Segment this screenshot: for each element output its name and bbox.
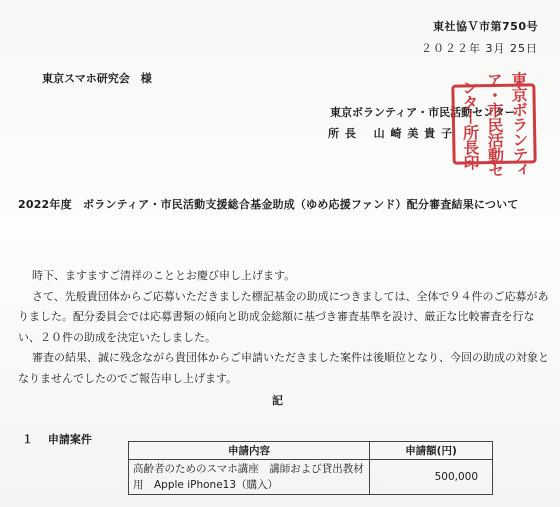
application-count-paragraph: さて、先般貴団体からご応募いただきました標記基金の助成につきましては、全体で９４件のご応募がありました。配分委員会では応募書類の傾向と助成金総額に基づき審査基準を設け、厳正な比較審査を行ない、２０件の助成を決定いたしました。 bbox=[18, 289, 549, 344]
section-heading: １ 申請案件 bbox=[22, 433, 92, 446]
column-header-amount: 申請額(円) bbox=[370, 442, 493, 460]
greeting-paragraph: 時下、ますますご清祥のこととお慶び申し上げます。 bbox=[32, 269, 296, 282]
seal-text-3: ンター所長印 bbox=[459, 79, 481, 170]
application-table bbox=[128, 441, 493, 495]
ki-heading: 記 bbox=[272, 394, 283, 407]
application-amount: 500,000 bbox=[370, 460, 493, 495]
sender-director: 所 長 山 崎 美 貴 子 bbox=[328, 127, 453, 140]
table-row bbox=[129, 460, 493, 495]
column-header-content: 申請内容 bbox=[129, 442, 370, 460]
sender-organization: 東京ボランティア・市民活動センター bbox=[330, 106, 516, 119]
issue-date: ２０２２年 3月 25日 bbox=[421, 42, 538, 55]
table-header-row bbox=[129, 442, 493, 460]
document-title: 2022年度 ボランティア・市民活動支援総合基金助成（ゆめ応援ファンド）配分審査結果について bbox=[18, 198, 519, 211]
letter-body bbox=[18, 266, 553, 389]
official-seal bbox=[451, 70, 536, 177]
addressee: 東京スマホ研究会 様 bbox=[42, 72, 152, 85]
seal-text-1: 東京ボランティ bbox=[508, 70, 530, 177]
seal-text-2: ア・市民活動セ bbox=[484, 71, 505, 177]
document-number: 東社協Ｖ市第750号 bbox=[433, 20, 538, 33]
application-content: 高齢者のためのスマホ講座 講師および貸出教材用 Apple iPhone13（購入） bbox=[129, 460, 370, 495]
result-paragraph: 審査の結果、誠に残念ながら貴団体からご申請いただきました案件は後順位となり、今回の助成の対象となりませんでしたのでご報告申し上げます。 bbox=[18, 351, 549, 385]
